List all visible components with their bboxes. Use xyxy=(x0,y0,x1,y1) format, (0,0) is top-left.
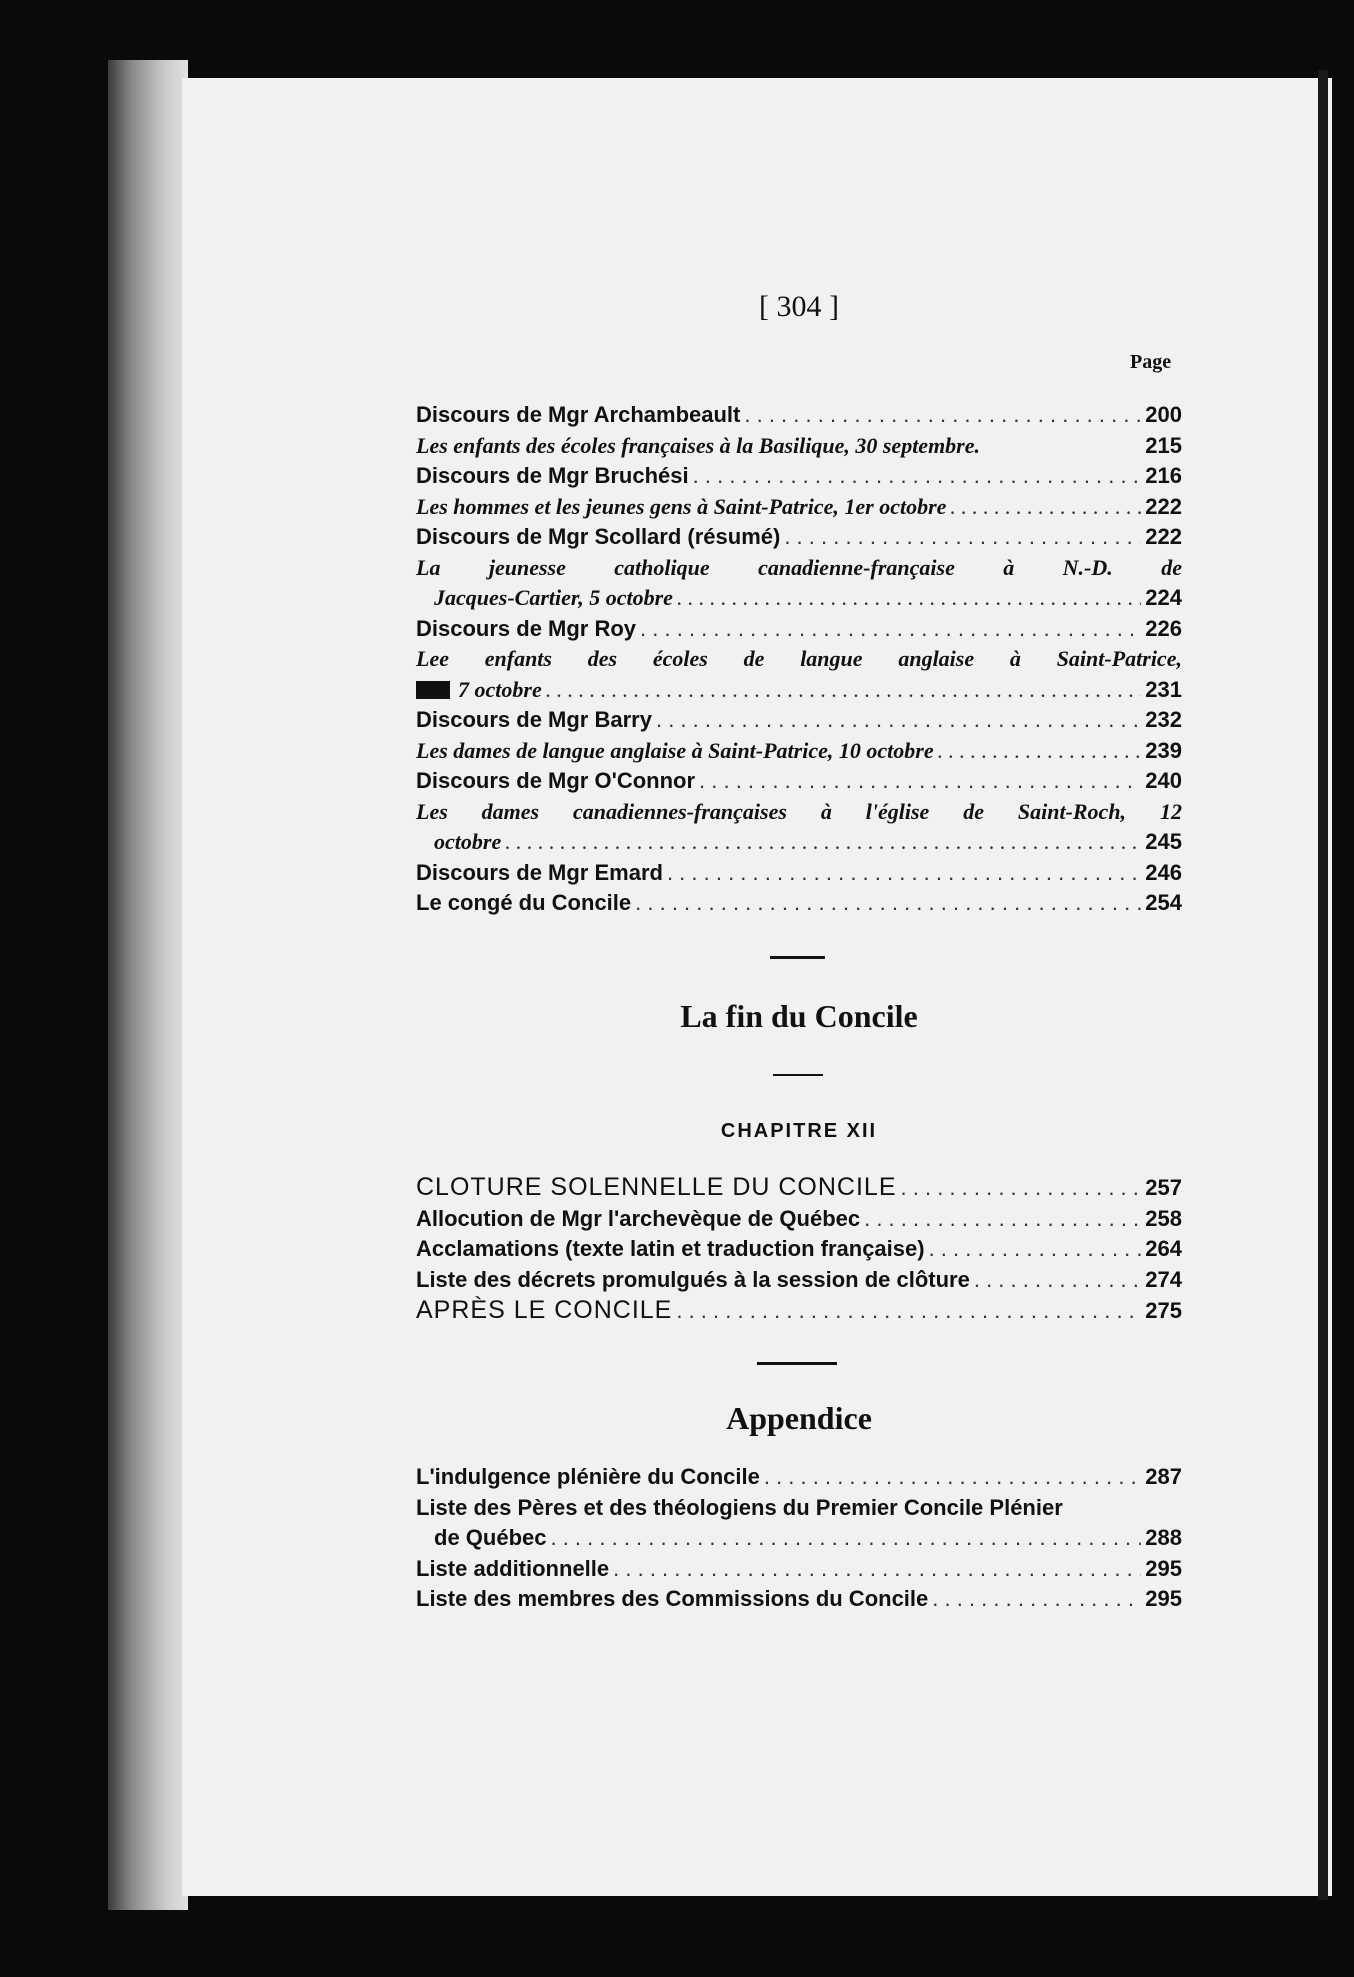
entry-page: 200 xyxy=(1145,402,1182,427)
toc-block-2 xyxy=(416,1172,1182,1327)
toc-entry xyxy=(416,522,1182,553)
justified-word: à xyxy=(1009,646,1021,671)
leader-dots xyxy=(699,766,1141,797)
entry-page: 215 xyxy=(1145,432,1182,458)
leader-dots xyxy=(929,1234,1142,1265)
entry-page: 275 xyxy=(1145,1298,1182,1323)
toc-entry-lee xyxy=(416,675,1182,706)
justified-word: langue xyxy=(800,646,863,671)
justified-word: N.-D. xyxy=(1062,554,1113,580)
entry-title: Liste des membres des Commissions du Concile xyxy=(416,1586,929,1611)
entry-page: 232 xyxy=(1145,707,1182,732)
toc-entry-jeunesse-line1 xyxy=(416,553,1182,584)
entry-page: 274 xyxy=(1145,1266,1182,1292)
justified-word: à xyxy=(1003,554,1015,580)
toc-block-3 xyxy=(416,1462,1182,1615)
justified-word: à xyxy=(820,798,832,824)
entry-title: CLOTURE SOLENNELLE DU CONCILE xyxy=(416,1173,897,1201)
justified-word: Saint-Patrice, xyxy=(1056,646,1182,671)
entry-title: Les dames de langue anglaise à Saint-Patrice, 10 octobre xyxy=(416,737,934,763)
section-title-appendice: Appendice xyxy=(726,1400,872,1436)
justified-word: écoles xyxy=(652,646,708,671)
justified-word: catholique xyxy=(614,554,710,580)
toc-entry xyxy=(416,858,1182,889)
toc-entry xyxy=(416,736,1182,767)
toc-entry xyxy=(416,400,1182,431)
entry-title: Discours de Mgr Emard xyxy=(416,859,663,885)
justified-word: anglaise xyxy=(898,646,975,671)
entry-title: Discours de Mgr O'Connor xyxy=(416,768,696,793)
entry-page: 240 xyxy=(1145,768,1182,793)
leader-dots xyxy=(546,675,1142,706)
toc-entry-jeunesse xyxy=(416,583,1182,614)
toc-entry xyxy=(416,888,1182,919)
leader-dots xyxy=(635,888,1141,919)
section-title-fin: La fin du Concile xyxy=(680,998,918,1034)
toc-entry xyxy=(416,1204,1182,1235)
toc-entry xyxy=(416,705,1182,736)
entry-page: 226 xyxy=(1145,615,1182,641)
entry-title: Liste additionnelle xyxy=(416,1555,610,1581)
entry-page: 258 xyxy=(1145,1205,1182,1231)
entry-title: Acclamations (texte latin et traduction française) xyxy=(416,1236,925,1261)
justified-word: de xyxy=(963,798,984,824)
leader-dots xyxy=(693,461,1142,492)
entry-title: Le congé du Concile xyxy=(416,890,632,915)
leader-dots xyxy=(938,736,1142,767)
entry-page: 222 xyxy=(1145,524,1182,549)
entry-page: 295 xyxy=(1145,1555,1182,1581)
toc-entry xyxy=(416,431,1182,462)
toc-entry-lee-line1 xyxy=(416,644,1182,675)
toc-entry xyxy=(416,1172,1182,1204)
page-edge xyxy=(1318,70,1328,1900)
leader-dots xyxy=(667,858,1141,889)
toc-entry-peres-line1: Liste des Pères et des théologiens du Premier Concile Plénier xyxy=(416,1494,1063,1520)
entry-title: Liste des décrets promulgués à la session de clôture xyxy=(416,1266,970,1292)
toc-list-2 xyxy=(416,705,1182,797)
ink-smudge xyxy=(416,681,450,699)
entry-title: Discours de Mgr Archambeault xyxy=(416,402,741,427)
toc-entry xyxy=(416,1584,1182,1615)
leader-dots xyxy=(974,1265,1141,1296)
leader-dots xyxy=(676,1296,1141,1327)
leader-dots xyxy=(640,614,1141,645)
toc-list-4 xyxy=(416,1172,1182,1327)
entry-page: 254 xyxy=(1145,890,1182,915)
divider-rule xyxy=(757,1362,837,1365)
page-number: [ 304 ] xyxy=(759,290,839,323)
leader-dots xyxy=(656,705,1141,736)
toc-entry xyxy=(416,492,1182,523)
justified-word: La xyxy=(416,554,441,580)
justified-word: l'église xyxy=(865,798,930,824)
entry-title: Jacques-Cartier, 5 octobre xyxy=(434,585,673,610)
justified-word: de xyxy=(1161,554,1182,580)
book-spine xyxy=(108,60,188,1910)
leader-dots xyxy=(864,1204,1141,1235)
justified-word: de xyxy=(743,646,765,671)
justified-word: Lee xyxy=(416,646,449,671)
entry-title: octobre xyxy=(434,829,502,854)
justified-word: Saint-Roch, xyxy=(1017,798,1127,824)
justified-word: des xyxy=(587,646,618,671)
toc-list-1 xyxy=(416,400,1182,553)
entry-page: 287 xyxy=(1145,1464,1182,1489)
justified-word: canadiennes-françaises xyxy=(573,798,787,824)
entry-page: 246 xyxy=(1145,859,1182,885)
justified-word: enfants xyxy=(484,646,552,671)
toc-entry-dames xyxy=(416,827,1182,858)
toc-entry-dames-line1 xyxy=(416,797,1182,828)
entry-title: Les enfants des écoles françaises à la Basilique, 30 septembre. xyxy=(416,432,981,458)
entry-title: Discours de Mgr Barry xyxy=(416,707,652,732)
toc-entry xyxy=(416,766,1182,797)
leader-dots xyxy=(505,827,1141,858)
entry-title: Discours de Mgr Roy xyxy=(416,615,637,641)
entry-page: 295 xyxy=(1145,1586,1182,1611)
entry-title: L'indulgence plénière du Concile xyxy=(416,1464,760,1489)
entry-page: 231 xyxy=(1145,676,1182,702)
leader-dots xyxy=(932,1584,1141,1615)
page-column-label: Page xyxy=(1130,351,1172,373)
toc-entry xyxy=(416,1295,1182,1327)
entry-page: 216 xyxy=(1145,463,1182,488)
entry-title: Discours de Mgr Scollard (résumé) xyxy=(416,524,781,549)
entry-title xyxy=(416,675,542,706)
toc-entry-roy xyxy=(416,614,1182,645)
entry-page: 264 xyxy=(1145,1236,1182,1261)
toc-entry xyxy=(416,1234,1182,1265)
leader-dots xyxy=(784,522,1141,553)
chapter-label: CHAPITRE XII xyxy=(720,1120,878,1142)
justified-word: Les xyxy=(416,798,448,824)
toc-entry xyxy=(416,461,1182,492)
leader-dots xyxy=(744,400,1141,431)
justified-word: canadienne-française xyxy=(758,554,955,580)
divider-rule xyxy=(773,1074,823,1076)
toc-list-5 xyxy=(416,1554,1182,1615)
entry-page: 239 xyxy=(1145,737,1182,763)
leader-dots xyxy=(950,492,1141,523)
leader-dots xyxy=(677,583,1141,614)
leader-dots xyxy=(901,1173,1142,1204)
entry-page: 257 xyxy=(1145,1175,1182,1200)
entry-title-text: 7 octobre xyxy=(458,676,542,702)
toc-entry-indulgence xyxy=(416,1462,1182,1493)
toc-list-3 xyxy=(416,858,1182,919)
leader-dots xyxy=(764,1462,1141,1493)
justified-word: dames xyxy=(481,798,540,824)
toc-entry xyxy=(416,1265,1182,1296)
justified-word: jeunesse xyxy=(488,554,566,580)
toc-block-1 xyxy=(416,400,1182,919)
justified-word: 12 xyxy=(1159,798,1182,824)
entry-title: Discours de Mgr Bruchési xyxy=(416,463,689,488)
entry-title: Allocution de Mgr l'archevèque de Québec xyxy=(416,1205,861,1231)
entry-page: 288 xyxy=(1145,1525,1182,1550)
leader-dots xyxy=(613,1554,1141,1585)
entry-page: 222 xyxy=(1145,493,1182,519)
leader-dots xyxy=(550,1523,1141,1554)
divider-rule xyxy=(770,956,825,959)
toc-entry-peres xyxy=(416,1523,1182,1554)
entry-title: Les hommes et les jeunes gens à Saint-Patrice, 1er octobre xyxy=(416,493,947,519)
entry-title: APRÈS LE CONCILE xyxy=(416,1296,673,1324)
entry-page: 245 xyxy=(1145,829,1182,854)
entry-title: de Québec xyxy=(434,1525,547,1550)
toc-entry xyxy=(416,1554,1182,1585)
entry-page: 224 xyxy=(1145,585,1182,610)
